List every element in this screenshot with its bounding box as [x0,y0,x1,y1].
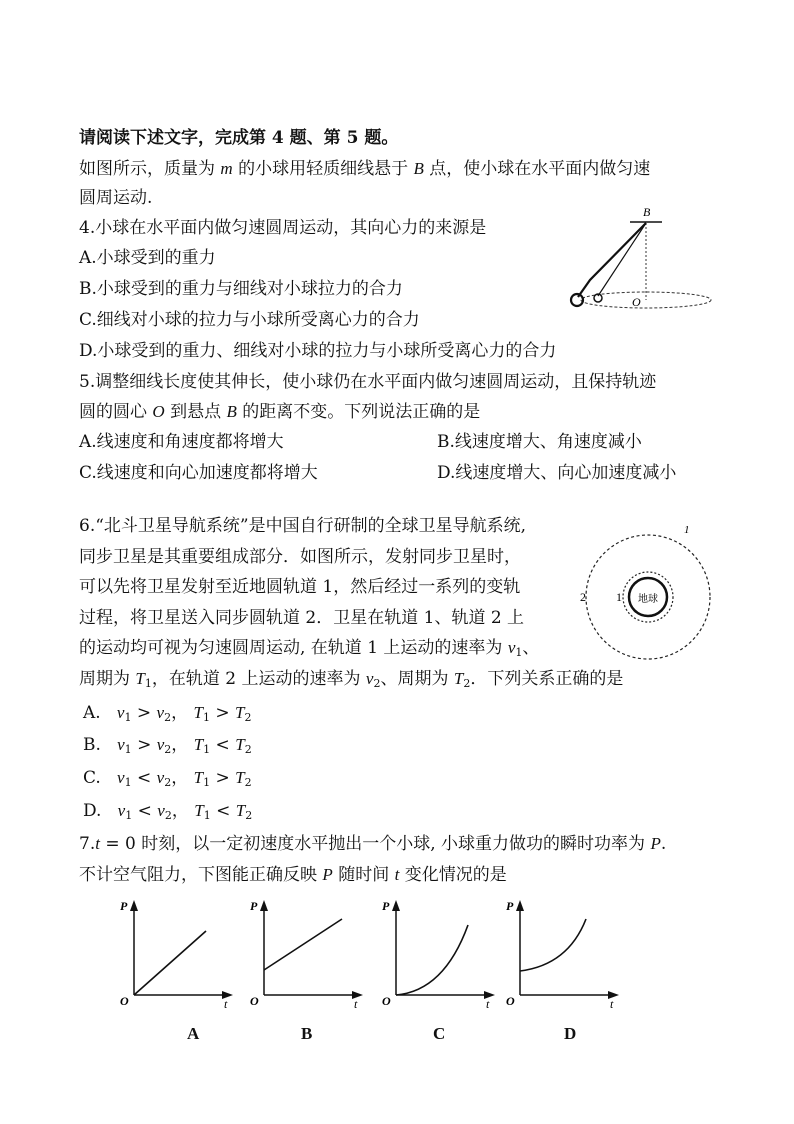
section-intro: 请阅读下述文字，完成第 4 题、第 5 题。 [79,128,399,148]
q4-option-b[interactable]: B.小球受到的重力与细线对小球拉力的合力 [79,279,403,299]
axis-y-label: P [120,899,128,913]
graph-c-label: C [433,1024,446,1043]
q4-option-d[interactable]: D.小球受到的重力、细线对小球的拉力与小球所受离心力的合力 [79,341,557,361]
graph-b-label: B [301,1024,313,1043]
graph-d[interactable] [496,895,626,1010]
axis-x-label: t [354,997,358,1010]
origin-label: O [120,994,129,1008]
q4-stem: 4.小球在水平面内做匀速圆周运动，其向心力的来源是 [79,218,487,238]
origin-label: O [250,994,259,1008]
q5-option-d[interactable]: D.线速度增大、向心加速度减小 [437,463,677,483]
q5-option-c[interactable]: C.线速度和向心加速度都将增大 [79,463,318,483]
q5-option-a[interactable]: A.线速度和角速度都将增大 [79,432,284,452]
origin-label: O [382,994,391,1008]
graph-b[interactable] [240,895,370,1010]
y-axis-arrow-icon [516,900,524,911]
orbit-1-label: 1 [616,590,622,604]
axis-x-label: t [610,997,614,1010]
graph-d-label: D [564,1024,577,1043]
label-o: O [632,295,641,309]
q6-line-4: 过程，将卫星送入同步圆轨道 2．卫星在轨道 1、轨道 2 上 [79,608,525,628]
y-axis-arrow-icon [392,900,400,911]
q6-line-2: 同步卫星是其重要组成部分．如图所示，发射同步卫星时， [79,547,521,567]
q5-stem-line-1: 5.调整细线长度使其伸长，使小球仍在水平面内做匀速圆周运动，且保持轨迹 [79,372,657,392]
q4-option-c[interactable]: C.细线对小球的拉力与小球所受离心力的合力 [79,310,420,330]
q4-option-a[interactable]: A.小球受到的重力 [79,248,216,268]
curve-line [396,925,468,995]
curve-line [264,919,342,970]
conical-pendulum-figure [560,200,720,318]
string-inner [598,223,646,296]
q6-option-a[interactable]: A. $v_1 > v_2$， $T_1 > T_2$ [83,703,252,724]
passage-line-2: 圆周运动. [79,188,153,208]
y-axis-arrow-icon [260,900,268,911]
axis-y-label: P [250,899,258,913]
graph-a[interactable] [110,895,240,1010]
orbit-2-label: 2 [580,590,586,604]
earth-label: 地球 [638,594,658,605]
axis-x-label: t [224,997,228,1010]
orbit-figure [580,515,720,685]
q7-line-2: 不计空气阻力，下图能正确反映 P 随时间 t 变化情况的是 [79,865,507,885]
q6-line-3: 可以先将卫星发射至近地圆轨道 1，然后经过一系列的变轨 [79,577,521,597]
q6-line-6: 周期为 $T_1$，在轨道 2 上运动的速率为 $v_2$、周期为 $T_2$．下列关系正确的是 [79,669,624,690]
y-axis-arrow-icon [130,900,138,911]
axis-x-label: t [486,997,490,1010]
passage-line-1: 如图所示，质量为 m 的小球用轻质细线悬于 B 点，使小球在水平面内做匀速 [79,159,651,179]
q6-line-5: 的运动均可视为匀速圆周运动, 在轨道 1 上运动的速率为 $v_1$、 [79,638,540,659]
graph-a-label: A [187,1024,200,1043]
graph-c[interactable] [372,895,502,1010]
axis-y-label: P [506,899,514,913]
string-outer [578,223,646,297]
q5-option-b[interactable]: B.线速度增大、角速度减小 [437,432,642,452]
q6-option-b[interactable]: B. $v_1 > v_2$， $T_1 < T_2$ [83,735,252,756]
q6-line-1: 6.“北斗卫星导航系统”是中国自行研制的全球卫星导航系统, [79,516,527,536]
curve-line [134,931,206,995]
q5-stem-line-2: 圆的圆心 O 到悬点 B 的距离不变。下列说法正确的是 [79,402,481,422]
curve-line [520,919,586,971]
axis-y-label: P [382,899,390,913]
origin-label: O [506,994,515,1008]
q7-line-1: 7.t = 0 时刻，以一定初速度水平抛出一个小球, 小球重力做功的瞬时功率为 P. [79,834,667,854]
q6-option-d[interactable]: D. $v_1 < v_2$， $T_1 < T_2$ [83,801,253,822]
label-b: B [643,205,651,219]
q6-option-c[interactable]: C. $v_1 < v_2$， $T_1 > T_2$ [83,768,252,789]
orbit-outer-mark: 1 [684,524,690,536]
